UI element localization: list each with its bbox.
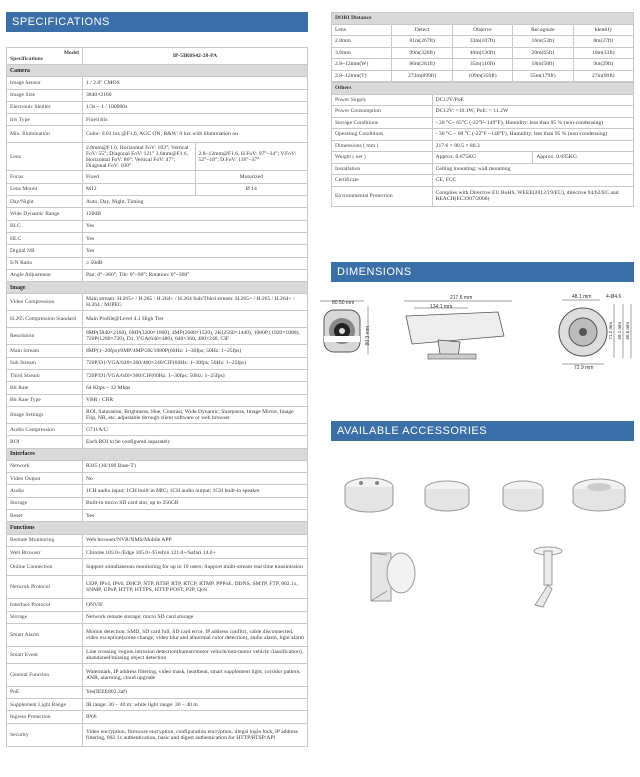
spec-row [7, 370, 308, 382]
spec-value: 1/3s ~ 1 / 100000s [83, 101, 308, 113]
spec-row [7, 126, 308, 143]
dim-label-top-width: 48.1 mm [572, 294, 592, 300]
others-label: Power Consumption [332, 106, 433, 118]
spec-label: Angle Adjustment [7, 269, 83, 281]
spec-row [7, 723, 308, 746]
dori-cell: 40m(130ft) [452, 47, 512, 59]
dori-cell: 273m(899ft) [392, 70, 452, 82]
dimensions-header: DIMENSIONS [331, 262, 634, 282]
accessories-header: AVAILABLE ACCESSORIES [331, 421, 634, 441]
spec-row [7, 294, 308, 311]
dori-header-cell: Observe [452, 24, 512, 36]
spec-value: 720P/D1/VGA/640×360/480×240/CIF(60Hz: 1~30fps; 50Hz: 1~25fps) [83, 357, 308, 369]
spec-value-alt: Ø 14 [195, 183, 308, 195]
spec-row [7, 699, 308, 711]
spec-value: 8MP(1~20fps)/6MP/4MP/2K/1080P(60Hz: 1~30fps; 50Hz: 1~25fps) [83, 345, 308, 357]
spec-value: Support simultaneous monitoring for up to 10 users; Support multi-stream real time transmission [83, 559, 308, 576]
model-spec-corner [7, 48, 83, 65]
dori-cell: 3.6mm [332, 47, 392, 59]
spec-value: Watermark, IP address filtering, video mask, heartbeat, smart supplement light, corridor pattern, ANR, alarming, cloud upgrade [83, 663, 308, 686]
others-value: DC12V: <10.1W; PoE: < 11.2W [432, 106, 633, 118]
spec-row [7, 576, 308, 599]
spec-label: Focus [7, 171, 83, 183]
junction-box-4-image [573, 479, 625, 511]
spec-label: Supplement Light Range [7, 699, 83, 711]
spec-value: 120dB [83, 208, 308, 220]
spec-label: Audio [7, 485, 83, 497]
spec-value: No [83, 473, 308, 485]
dori-row [332, 59, 634, 71]
spec-label: S/N Ratio [7, 257, 83, 269]
spec-label: Sub Stream [7, 357, 83, 369]
spec-value: UDP, IPv4, IPv6, DHCP, NTP, RTSP, RTP, RTCP, RTMP, PPPoE, DDNS, SMTP, FTP, 802.1x, SNMP, UPnP, HTTP, HTTPS, HTTP POST, P2P, QoS [83, 576, 308, 599]
spec-value: Yes [83, 232, 308, 244]
spec-value: G711A/U [83, 423, 308, 435]
spec-value: ≥ 50dB [83, 257, 308, 269]
dori-cell: 18m(58ft) [513, 59, 573, 71]
spec-row [7, 436, 308, 448]
spec-label: PoE [7, 686, 83, 698]
dim-label-length: 217.6 mm [450, 295, 473, 301]
others-value: Ceiling mounting; wall mounting [432, 163, 633, 175]
spec-row [7, 485, 308, 497]
spec-section-title: Functions [7, 522, 308, 534]
spec-value: 8MP(3840×2160), 6MP(3200×1800), 4MP(2688×1520), 2K(2560×1440), 1080P (1920×1080), 720P(1280×720), D1, VGA(640×480), 640×360, 480×240, CIF [83, 328, 308, 345]
others-label: Installation [332, 163, 433, 175]
dori-row [332, 36, 634, 48]
spec-row [7, 245, 308, 257]
dim-label-height: 80.3 mm [365, 326, 371, 346]
side-view-drawing [404, 301, 512, 359]
dori-cell: 109m(359ft) [452, 70, 512, 82]
spec-value: ROI, Saturation, Brightness, Hue, Contrast, Wide Dynamic, Sharpness, Image Mirror, Image Flip, NR, etc. adjustable through client software or web browser [83, 406, 308, 423]
spec-value: 1CH audio input; 1CH built-in MIC; 1CH audio output; 1CH built-in speaker [83, 485, 308, 497]
spec-section-row [7, 282, 308, 294]
dori-cell: 16m(53ft) [513, 36, 573, 48]
spec-value: Fixed Iris [83, 114, 308, 126]
spec-row [7, 77, 308, 89]
spec-label: Wide Dynamic Range [7, 208, 83, 220]
spec-section-title: Interfaces [7, 448, 308, 460]
spec-value: Yes [83, 245, 308, 257]
spec-label: Electronic Shutter [7, 101, 83, 113]
spec-value: ONVIF [83, 599, 308, 611]
spec-row [7, 269, 308, 281]
others-row [332, 163, 634, 175]
specifications-header: SPECIFICATIONS [6, 12, 308, 32]
spec-label: Smart Alarm [7, 623, 83, 646]
spec-label: Iris Type [7, 114, 83, 126]
spec-section-title: Camera [7, 65, 308, 77]
spec-row [7, 171, 308, 183]
spec-row [7, 510, 308, 522]
junction-box-3-image [503, 481, 543, 511]
spec-label: Storage [7, 611, 83, 623]
model-name: IP-5IR8S42-28-PA [83, 48, 308, 65]
others-title-row [332, 83, 634, 95]
others-label: Certificate [332, 175, 433, 187]
spec-value: Web browser/NVR/NMS/Mobile APP [83, 534, 308, 546]
spec-label: Video Output [7, 473, 83, 485]
spec-value-alt: Motorized [195, 171, 308, 183]
dori-cell: 55m(179ft) [513, 70, 573, 82]
spec-label: BLC [7, 220, 83, 232]
dim-label-base: 72.9 mm [574, 365, 594, 371]
spec-row [7, 232, 308, 244]
spec-value: 720P/D1/VGA/640×360/CIF(60Hz: 1~30fps; 50Hz: 1~25fps) [83, 370, 308, 382]
spec-value: 1 / 2.8" CMOS [83, 77, 308, 89]
spec-value: Motion detection, SMD, SD card full, SD card error, IP address conflict, cable disconnected, video exception(scene change, video blur and abnormal color detection), audio alarm, light alarm [83, 623, 308, 646]
spec-label: Interface Protocol [7, 599, 83, 611]
spec-row [7, 546, 308, 558]
spec-value: IR range: 30 ~ 40 m; white light range: 30 ~ 40 m [83, 699, 308, 711]
spec-row [7, 143, 308, 171]
spec-row [7, 663, 308, 686]
spec-value: Each ROI to be configured separately [83, 436, 308, 448]
dori-header-cell: Recognize [513, 24, 573, 36]
junction-box-1-image [345, 478, 393, 512]
spec-label: Lens [7, 143, 83, 171]
spec-row [7, 114, 308, 126]
dori-row [332, 70, 634, 82]
dori-cell: 2.8~12mm(T) [332, 70, 392, 82]
dim-label-hole: 4-Ø4.6 [606, 294, 622, 300]
dori-table [331, 12, 634, 82]
others-value: CE, FCC [432, 175, 633, 187]
spec-label: Network Protocol [7, 576, 83, 599]
dori-header-cell: Identify [573, 24, 633, 36]
others-row [332, 186, 634, 206]
dori-header-cell: Lens [332, 24, 392, 36]
others-value: - 30 °C~ 65°C (-22°F~149°F), Humidity: less than 95 % (non-condensing) [432, 117, 633, 129]
spec-section-row [7, 522, 308, 534]
spec-table-wrap [6, 47, 308, 747]
spec-value: Built-in micro SD card slot, up to 256GB [83, 497, 308, 509]
spec-row [7, 711, 308, 723]
spec-value: Auto, Day, Night, Timing [83, 196, 308, 208]
spec-row [7, 208, 308, 220]
spec-label: Image Size [7, 89, 83, 101]
dim-label-side1: 71.2 mm [608, 322, 613, 340]
spec-row [7, 473, 308, 485]
spec-row [7, 357, 308, 369]
dori-header-cell: Detect [392, 24, 452, 36]
spec-value: Main stream: H.265+ / H.265 / H.264+ / H.264 Sub/Third stream: H.265+ / H.265 / H.264+ / H.264 / MJPEG [83, 294, 308, 311]
spec-label: Min. Illumination [7, 126, 83, 143]
others-label: Environmental Protection [332, 186, 433, 206]
spec-section-row [7, 448, 308, 460]
dori-cell: 33m(107ft) [452, 36, 512, 48]
spec-table [6, 47, 308, 747]
dim-label-side3: 66.6 mm [625, 322, 630, 340]
dori-header-row [332, 24, 634, 36]
others-label: Weight ( net ) [332, 152, 433, 164]
others-label: Operating Conditions [332, 129, 433, 141]
others-value: Complies with Directive EU RoHS, WEEE(2012/19/EU), directive 94/62/EC and REACH(EC1907/2006) [432, 186, 633, 206]
dori-cell: 8m(27ft) [573, 36, 633, 48]
spec-label: Online Connection [7, 559, 83, 576]
spec-value: Yes(IEEE802.3af) [83, 686, 308, 698]
dim-label-front-width: 80.50 mm [332, 300, 355, 306]
spec-label: Reset [7, 510, 83, 522]
spec-label: Web Browser [7, 546, 83, 558]
spec-value: VBR / CBR [83, 394, 308, 406]
spec-value: Chrome 105.0+/Edge 105.0+/Firefox 121.0+/Safari 14.0+ [83, 546, 308, 558]
dori-cell: 86m(281ft) [392, 59, 452, 71]
spec-label: Network [7, 460, 83, 472]
spec-label: Digital NR [7, 245, 83, 257]
others-row [332, 152, 634, 164]
spec-row [7, 534, 308, 546]
spec-label: Bit Rate [7, 382, 83, 394]
others-value: Approx. 0.675KG [432, 152, 533, 164]
specifications-label: Specifications [10, 56, 43, 62]
dori-cell: 35m(116ft) [452, 59, 512, 71]
spec-label: Image Sensor [7, 77, 83, 89]
spec-row [7, 220, 308, 232]
spec-value: Yes [83, 510, 308, 522]
spec-row [7, 559, 308, 576]
spec-value: Yes [83, 220, 308, 232]
spec-label: Video Compression [7, 294, 83, 311]
others-value: 217.6 × 80.5 × 80.3 [432, 140, 633, 152]
others-value: DC12V/PoE [432, 94, 633, 106]
spec-label: Smart Event [7, 646, 83, 663]
spec-row [7, 183, 308, 195]
spec-label: Main Stream [7, 345, 83, 357]
others-label: Power Supply [332, 94, 433, 106]
dori-cell: 99m(326ft) [392, 47, 452, 59]
others-label: Dimensions ( mm ) [332, 140, 433, 152]
spec-label: Security [7, 723, 83, 746]
spec-label: Resolution [7, 328, 83, 345]
spec-label: ROI [7, 436, 83, 448]
dori-row [332, 47, 634, 59]
spec-row [7, 611, 308, 623]
dim-label-side2: 58.1 mm [617, 322, 622, 340]
spec-label: Third Stream [7, 370, 83, 382]
spec-value: 3840×2160 [83, 89, 308, 101]
spec-label: General Function [7, 663, 83, 686]
dori-cell: 20m(65ft) [513, 47, 573, 59]
spec-label: Remote Monitoring [7, 534, 83, 546]
dori-block [331, 12, 634, 207]
spec-label: Storage [7, 497, 83, 509]
spec-label: Image Settings [7, 406, 83, 423]
dori-title-row [332, 13, 634, 25]
dori-cell: 2.8~12mm(W) [332, 59, 392, 71]
spec-label: Audio Compression [7, 423, 83, 435]
spec-row [7, 382, 308, 394]
spec-label: H.265 Compression Standard [7, 311, 83, 328]
others-row [332, 140, 634, 152]
spec-row [7, 328, 308, 345]
spec-section-title: Image [7, 282, 308, 294]
dori-cell: 9m(29ft) [573, 59, 633, 71]
others-row [332, 175, 634, 187]
others-row [332, 117, 634, 129]
spec-row [7, 460, 308, 472]
spec-row [7, 686, 308, 698]
spec-row [7, 646, 308, 663]
others-value-alt: Approx. 0.695KG [533, 152, 634, 164]
spec-row [7, 623, 308, 646]
others-row [332, 129, 634, 141]
spec-row [7, 311, 308, 328]
spec-value: Main Profile@Level 4.1 High Tier [83, 311, 308, 328]
spec-row [7, 101, 308, 113]
others-row [332, 94, 634, 106]
others-label: Storage Conditions [332, 117, 433, 129]
spec-value: 2.8mm@F1.6, Horizontal FoV: 103°; Vertical FoV: 55°; Diagonal FoV: 121° 3.6mm@F1.6, Horizontal FoV: 86°; Vertical FoV: 47°; Diagonal FoV: 100° [83, 143, 196, 171]
spec-value: Pan: 0°~360°; Tilt: 0°~90°; Rotation: 0°~360° [83, 269, 308, 281]
others-value: - 30 °C ~ 60 °C (-22°F ~140°F), Humidity: less than 95 % (non-condensing) [432, 129, 633, 141]
spec-section-row [7, 65, 308, 77]
spec-row [7, 345, 308, 357]
dori-cell: 10m(33ft) [573, 47, 633, 59]
dori-cell: 2.8mm [332, 36, 392, 48]
spec-row [7, 89, 308, 101]
spec-value: M12 [83, 183, 196, 195]
others-table [331, 82, 634, 207]
spec-value: Line crossing /region intrusion detection(human/motor vehicle/non-motor vehicle classification), abandoned/missing object detection [83, 646, 308, 663]
spec-row [7, 599, 308, 611]
dori-cell: 81m(267ft) [392, 36, 452, 48]
spec-label: Day/Night [7, 196, 83, 208]
spec-value: Fixed [83, 171, 196, 183]
spec-value: Network remote storage; micro SD card storage [83, 611, 308, 623]
dimension-drawings [318, 292, 636, 372]
spec-value: Color: 0.01 lux @F1.6, AGC ON; B&W: 0 lux with illumination on [83, 126, 308, 143]
spec-label: Bit Rate Type [7, 394, 83, 406]
accessories-images [331, 455, 634, 615]
spec-value: Video encryption, firmware encryption, configuration encryption, illegal login lock, IP address filtering, 802.1x authentication, basic and digest authentication for HTTP/RTSP/API [83, 723, 308, 746]
spec-row [7, 406, 308, 423]
junction-box-2-image [425, 481, 469, 511]
spec-value: RJ45 (10/100 Base-T) [83, 460, 308, 472]
spec-row [7, 257, 308, 269]
others-row [332, 106, 634, 118]
spec-value-alt: 2.8~12mm@F1.6, H.FoV: 97°~34°; V.FoV: 52°~18°; D.FoV: 116°~37° [195, 143, 308, 171]
dim-label-body: 134.1 mm [430, 304, 453, 310]
spec-title-row [7, 48, 308, 65]
spec-row [7, 423, 308, 435]
spec-label: Ingress Protection [7, 711, 83, 723]
spec-row [7, 394, 308, 406]
spec-label: Lens Mount [7, 183, 83, 195]
others-title: Others [332, 83, 634, 95]
spec-value: IP66 [83, 711, 308, 723]
front-view-drawing [320, 301, 368, 354]
spec-label: HLC [7, 232, 83, 244]
spec-row [7, 196, 308, 208]
dori-cell: 27m(90ft) [573, 70, 633, 82]
dori-title: DORI Distance [332, 13, 634, 25]
model-label: Model [63, 49, 79, 56]
spec-value: 64 Kbps ~ 12 Mbps [83, 382, 308, 394]
spec-row [7, 497, 308, 509]
wall-mount-box-image [371, 553, 415, 601]
pendant-mount-image [534, 547, 562, 607]
